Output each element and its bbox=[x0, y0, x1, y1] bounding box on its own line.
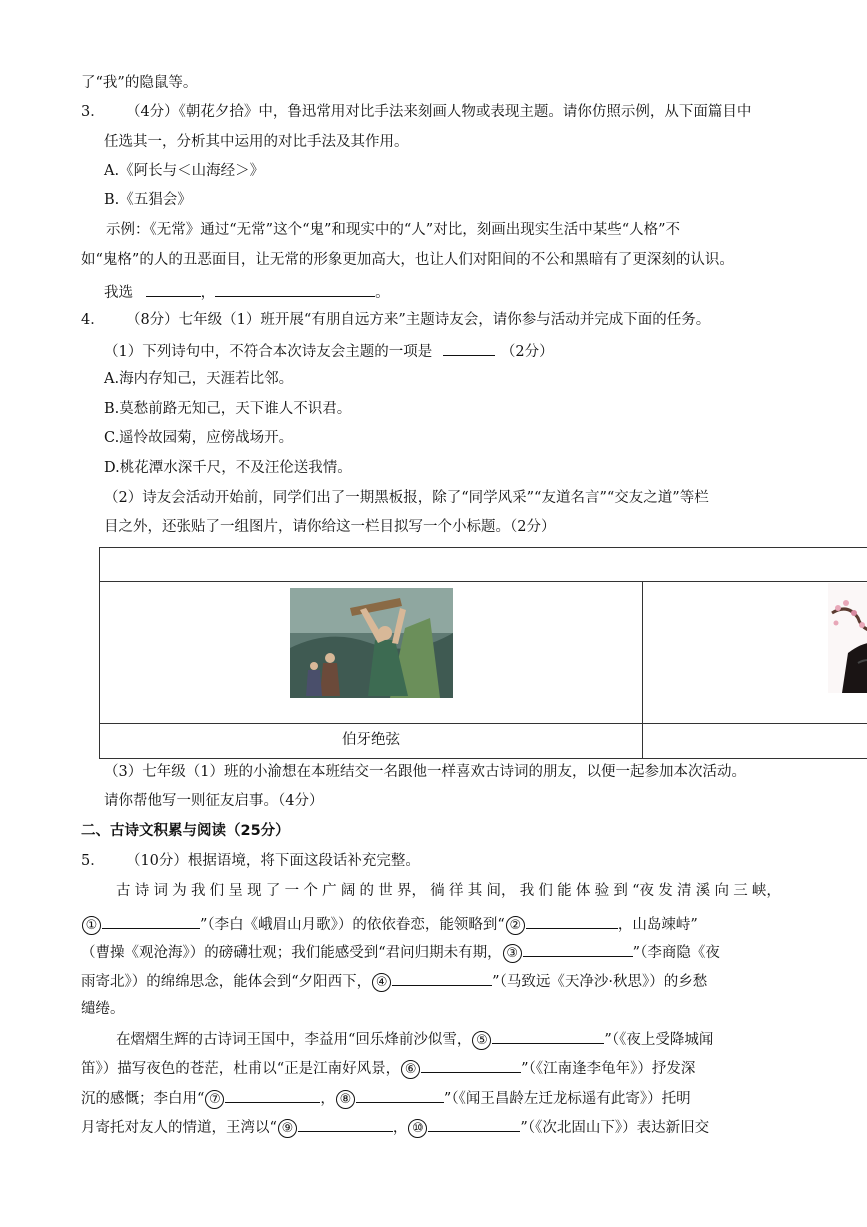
fill-blank-1[interactable] bbox=[102, 913, 200, 929]
blank-number: ⑥ bbox=[401, 1060, 420, 1079]
paragraph-char: 体 bbox=[575, 883, 591, 899]
plum-blossom-illustration bbox=[828, 583, 867, 693]
sub-question-3-line1: （3）七年级（1）班的小渝想在本班结交一名跟他一样喜欢古诗词的朋友，以便一起参加本次活动。 bbox=[104, 764, 746, 780]
paragraph-char: 三 bbox=[733, 883, 748, 899]
paragraph-text: ”（马致远《天净沙·秋思》）的乡愁 bbox=[492, 974, 708, 990]
fill-blank-8[interactable] bbox=[356, 1087, 444, 1103]
question-5-line1 bbox=[81, 851, 420, 871]
answer-line bbox=[104, 281, 390, 303]
blank-number: ⑨ bbox=[278, 1119, 297, 1138]
fill-blank-9[interactable] bbox=[298, 1116, 393, 1132]
fill-blank-7[interactable] bbox=[225, 1087, 320, 1103]
paragraph-1-line3 bbox=[81, 941, 720, 963]
question-text: （8分）七年级（1）班开展“有朋自远方来”主题诗友会，请你参与活动并完成下面的任务。 bbox=[125, 312, 711, 328]
blank-number: ④ bbox=[372, 973, 391, 992]
option-c: C.遥怜故园菊，应傍战场开。 bbox=[104, 430, 294, 446]
paragraph-char: 一 bbox=[284, 883, 300, 899]
answer-blank[interactable] bbox=[443, 340, 495, 356]
paragraph-2-line4 bbox=[81, 1116, 709, 1138]
paragraph-text: ”（《闻王昌龄左迁龙标遥有此寄》）托明 bbox=[443, 1091, 691, 1107]
paragraph-char: 阔 bbox=[340, 883, 356, 899]
option-b: B.莫愁前路无知己，天下谁人不识君。 bbox=[104, 401, 352, 417]
paragraph-char: 诗 bbox=[134, 883, 150, 899]
paragraph-char: 呈 bbox=[228, 883, 243, 899]
option-a: A.海内存知己，天涯若比邻。 bbox=[104, 371, 294, 387]
paragraph-char: “夜 bbox=[632, 883, 655, 899]
paragraph-char: 的 bbox=[359, 883, 375, 899]
table-divider bbox=[100, 581, 867, 582]
paragraph-char: 界， bbox=[397, 883, 427, 899]
blank-number: ⑧ bbox=[336, 1090, 355, 1109]
paragraph-char: 向 bbox=[714, 883, 729, 899]
answer-blank-2[interactable] bbox=[215, 281, 375, 297]
paragraph-char: 词 bbox=[153, 883, 168, 899]
paragraph-text: ， bbox=[392, 1120, 408, 1136]
paragraph-1-line4 bbox=[81, 970, 707, 992]
paragraph-text: 沉的感慨；李白用“ bbox=[81, 1091, 205, 1107]
paragraph-2-line3 bbox=[81, 1087, 691, 1109]
section-heading: 二、古诗文积累与阅读（25分） bbox=[81, 823, 290, 839]
blank-number: ① bbox=[82, 916, 101, 935]
question-number: 4． bbox=[81, 312, 105, 328]
paragraph-char: 徜 bbox=[430, 883, 445, 899]
paragraph-char: 徉 bbox=[448, 883, 464, 899]
example-line1: 示例：《无常》通过“无常”这个“鬼”和现实中的“人”对比，刻画出现实生活中某些“人格”不 bbox=[106, 222, 681, 238]
paragraph-char: 古 bbox=[116, 883, 131, 899]
blank-number: ③ bbox=[503, 944, 522, 963]
paragraph-char: 发 bbox=[658, 883, 673, 899]
question-4-line1 bbox=[81, 310, 710, 330]
paragraph-char: 为 bbox=[172, 883, 187, 899]
answer-end: 。 bbox=[375, 285, 390, 301]
option-a: A.《阿长与＜山海经＞》 bbox=[104, 163, 265, 179]
question-number: 5． bbox=[81, 853, 105, 869]
paragraph-text: 笛》）描写夜色的苍茫，杜甫以“正是江南好风景， bbox=[81, 1061, 401, 1077]
paragraph-char: 世 bbox=[378, 883, 393, 899]
picture-table bbox=[99, 547, 867, 759]
fill-blank-5[interactable] bbox=[492, 1028, 604, 1044]
paragraph-char: 们 bbox=[538, 883, 553, 899]
fill-blank-4[interactable] bbox=[392, 970, 492, 986]
fill-blank-2[interactable] bbox=[526, 913, 618, 929]
paragraph-char: 了 bbox=[265, 883, 281, 899]
paragraph-char: 我 bbox=[190, 883, 206, 899]
answer-blank-1[interactable] bbox=[146, 281, 201, 297]
paragraph-char: 溪 bbox=[695, 883, 711, 899]
paragraph-text: （曹操《观沧海》）的磅礴壮观；我们能感受到“君问归期未有期， bbox=[81, 945, 502, 961]
paragraph-char: 能 bbox=[557, 883, 572, 899]
fill-blank-10[interactable] bbox=[428, 1116, 520, 1132]
paragraph-char: 其 bbox=[467, 883, 483, 899]
paragraph-text: ”（《次北固山下》）表达新旧交 bbox=[520, 1120, 710, 1136]
table-divider bbox=[642, 581, 643, 758]
question-number: 3． bbox=[81, 104, 105, 120]
answer-prefix: 我选 bbox=[104, 285, 133, 301]
answer-comma: ， bbox=[200, 285, 216, 301]
blank-number: ⑦ bbox=[205, 1090, 224, 1109]
boya-illustration bbox=[290, 588, 453, 698]
paragraph-text: ， bbox=[320, 1091, 335, 1107]
paragraph-text: 雨寄北》）的绵绵思念，能体会到“夕阳西下， bbox=[81, 974, 372, 990]
paragraph-char: 验 bbox=[594, 883, 610, 899]
fill-blank-3[interactable] bbox=[523, 941, 633, 957]
paragraph-2-line2 bbox=[81, 1057, 695, 1079]
table-divider bbox=[100, 723, 867, 724]
blank-number: ② bbox=[506, 916, 525, 935]
paragraph-char: 到 bbox=[613, 883, 628, 899]
example-line2: 如“鬼格”的人的丑恶面目，让无常的形象更加高大，也让人们对阳间的不公和黑暗有了更深刻的认识。 bbox=[81, 252, 734, 268]
blank-number: ⑩ bbox=[408, 1119, 427, 1138]
paragraph-text: 在熠熠生辉的古诗词王国中，李益用“回乐烽前沙似雪， bbox=[116, 1032, 472, 1048]
sub-question-text: （1）下列诗句中，不符合本次诗友会主题的一项是 bbox=[104, 344, 433, 360]
sub-question-2-line2: 目之外，还张贴了一组图片，请你给这一栏目拟写一个小标题。（2分） bbox=[104, 519, 556, 535]
paragraph-char: 个 bbox=[303, 883, 318, 899]
paragraph-char: 们 bbox=[209, 883, 225, 899]
text-line: 了“我”的隐鼠等。 bbox=[81, 75, 198, 91]
paragraph-char: 广 bbox=[322, 883, 337, 899]
paragraph-text: ”（《江南逢李龟年》）抒发深 bbox=[521, 1061, 696, 1077]
paragraph-text: ”（《夜上受降城闻 bbox=[604, 1032, 714, 1048]
sub-question-3-line2: 请你帮他写一则征友启事。（4分） bbox=[104, 793, 324, 809]
paragraph-text: 月寄托对友人的情道，王湾以“ bbox=[81, 1120, 277, 1136]
points-label: （2分） bbox=[500, 344, 554, 360]
option-d: D.桃花潭水深千尺，不及汪伦送我情。 bbox=[104, 460, 352, 476]
option-b: B.《五猖会》 bbox=[104, 192, 192, 208]
paragraph-text: ”（李商隐《夜 bbox=[632, 945, 720, 961]
question-text: （10分）根据语境，将下面这段话补充完整。 bbox=[125, 853, 420, 869]
question-text: （4分）《朝花夕拾》中，鲁迅常用对比手法来刻画人物或表现主题。请你仿照示例，从下面篇目中 bbox=[125, 104, 752, 120]
sub-question-2-line1: （2）诗友会活动开始前，同学们出了一期黑板报，除了“同学风采”“友道名言”“交友之道”等栏 bbox=[104, 490, 709, 506]
paragraph-char: 峡， bbox=[751, 883, 781, 899]
paragraph-1-line5: 缱绻。 bbox=[81, 1001, 125, 1017]
fill-blank-6[interactable] bbox=[421, 1057, 521, 1073]
question-3-line1 bbox=[81, 102, 751, 122]
paragraph-1-line1 bbox=[116, 881, 781, 901]
paragraph-char: 间， bbox=[486, 883, 516, 899]
paragraph-char: 清 bbox=[676, 883, 692, 899]
blank-number: ⑤ bbox=[472, 1031, 491, 1050]
question-3-line2: 任选其一，分析其中运用的对比手法及其作用。 bbox=[104, 134, 409, 150]
paragraph-1-line2 bbox=[81, 913, 698, 935]
paragraph-char: 我 bbox=[519, 883, 535, 899]
sub-question-1 bbox=[104, 340, 554, 362]
paragraph-text: ，山岛竦峙” bbox=[617, 917, 698, 933]
paragraph-2-line1 bbox=[116, 1028, 713, 1050]
picture-caption: 伯牙绝弦 bbox=[342, 732, 400, 748]
paragraph-char: 现 bbox=[247, 883, 262, 899]
paragraph-text: ”（李白《峨眉山月歌》）的依依眷恋，能领略到“ bbox=[200, 917, 505, 933]
